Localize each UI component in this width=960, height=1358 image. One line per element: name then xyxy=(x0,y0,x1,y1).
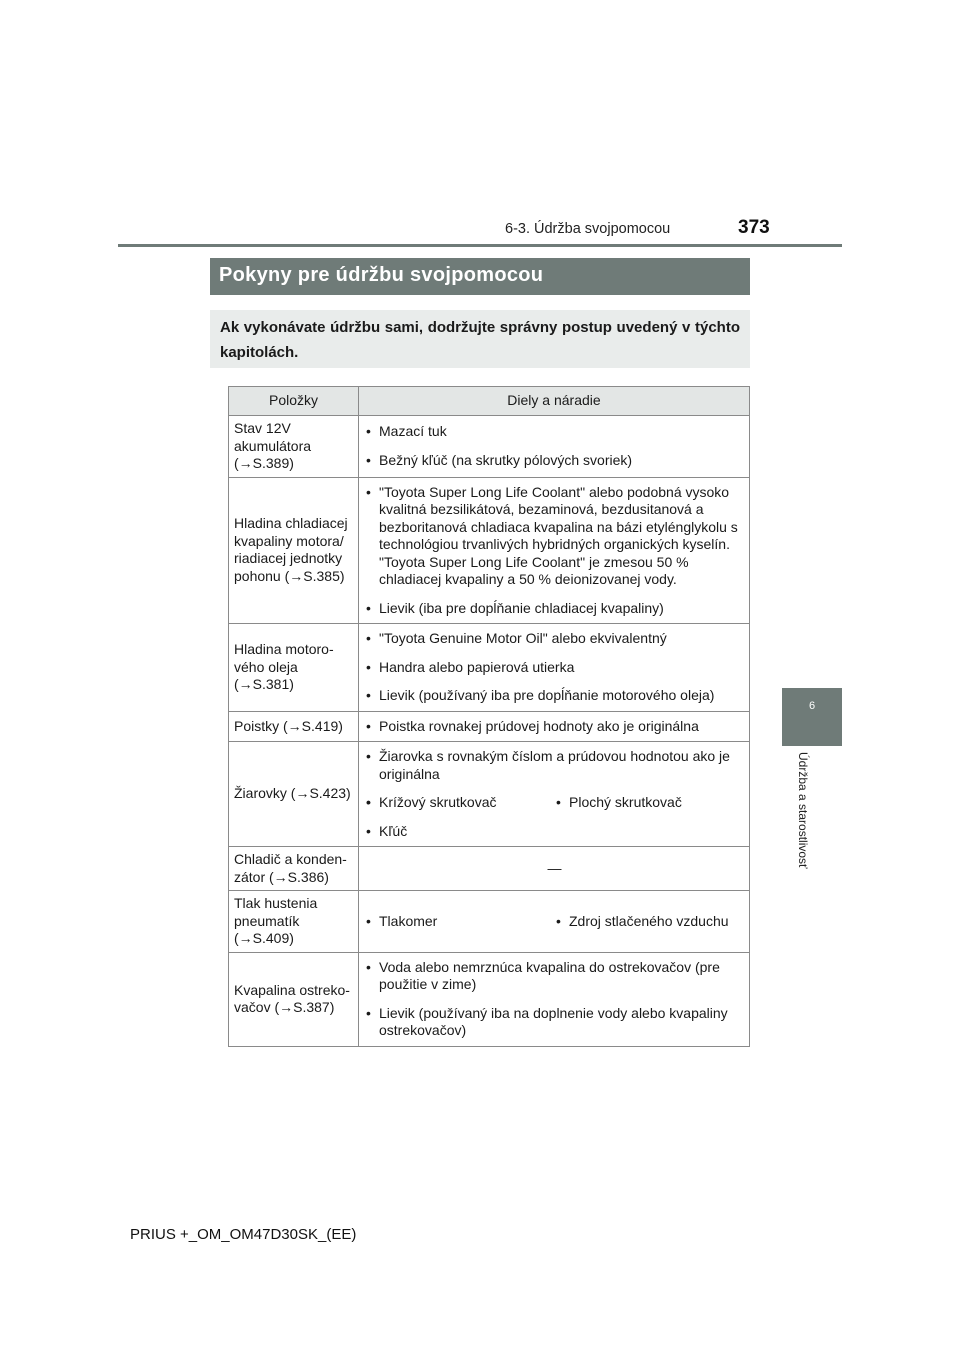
list-item: • "Toyota Genuine Motor Oil" alebo ekvivalentný xyxy=(365,630,744,648)
table-row xyxy=(229,742,750,847)
chapter-tab: 6 xyxy=(782,688,842,746)
list-item: • Handra alebo papierová utierka xyxy=(365,659,744,677)
list-item: • Bežný kľúč (na skrutky pólových svoriek) xyxy=(365,452,744,470)
list-item: • "Toyota Super Long Life Coolant" alebo podobná vysoko kvalitná bezsilikátová, bezaminová, bezdusitanová a bezboritanová chladiaca kvapalina na bázi etylénglykolu s technológiou trvanlivých hybridných organických kyselín. "Toyota Super Long Life Coolant" je zmesou 50 % chladiacej kvapaliny a 50 % deionizovanej vody. xyxy=(365,484,744,589)
row-item: Hladina chladiacej kvapaliny motora/ riadiacej jednotky pohonu (→S.385) xyxy=(229,477,359,624)
row-item: Poistky (→S.419) xyxy=(229,711,359,742)
table-row xyxy=(229,416,750,478)
row-parts xyxy=(359,416,750,478)
table-row xyxy=(229,624,750,712)
list-item: • • Krížový skrutkovač xyxy=(365,794,555,812)
list-item: • Lievik (používaný iba pre dopĺňanie motorového oleja) xyxy=(365,687,744,705)
col-items-header: Položky xyxy=(229,387,359,416)
row-item: Tlak hustenia pneumatík (→S.409) xyxy=(229,891,359,953)
maintenance-table xyxy=(228,386,750,1047)
list-item: • Plochý skrutkovač xyxy=(555,794,744,812)
table-row xyxy=(229,891,750,953)
row-parts xyxy=(359,624,750,712)
row-parts xyxy=(359,477,750,624)
intro-text: Ak vykonávate údržbu sami, dodržujte správny postup uvedený v týchto kapitolách. xyxy=(210,310,750,368)
row-item: Stav 12V akumulátora (→S.389) xyxy=(229,416,359,478)
header-rule xyxy=(118,244,842,247)
col-parts-header: Diely a náradie xyxy=(359,387,750,416)
section-label: 6-3. Údržba svojpomocou xyxy=(505,221,671,237)
row-parts xyxy=(359,891,750,953)
row-item: Žiarovky (→S.423) xyxy=(229,742,359,847)
row-parts-empty: — xyxy=(359,847,750,891)
page-title: Pokyny pre údržbu svojpomocou xyxy=(210,258,750,295)
coolant-note: "Toyota Super Long Life Coolant" je zmesou 50 % chladiacej kvapaliny a 50 % deionizovanej vody. xyxy=(379,553,689,587)
row-parts xyxy=(359,742,750,847)
list-item: • Lievik (iba pre dopĺňanie chladiacej kvapaliny) xyxy=(365,600,744,618)
row-parts xyxy=(359,711,750,742)
page-number: 373 xyxy=(738,217,770,238)
list-item: • Mazací tuk xyxy=(365,423,744,441)
row-parts xyxy=(359,952,750,1046)
table-header-row xyxy=(229,387,750,416)
table-row xyxy=(229,847,750,891)
row-item: Hladina motoro-vého oleja (→S.381) xyxy=(229,624,359,712)
row-item: Kvapalina ostreko-vačov (→S.387) xyxy=(229,952,359,1046)
row-item: Chladič a konden-zátor (→S.386) xyxy=(229,847,359,891)
list-item-pair xyxy=(365,794,744,812)
list-item: • Lievik (používaný iba na doplnenie vody alebo kvapaliny ostrekovačov) xyxy=(365,1005,744,1040)
document-code: PRIUS +_OM_OM47D30SK_(EE) xyxy=(130,1226,357,1243)
list-item: • Voda alebo nemrznúca kvapalina do ostrekovačov (pre použitie v zime) xyxy=(365,959,744,994)
table-row xyxy=(229,477,750,624)
list-item: • Tlakomer xyxy=(365,913,555,931)
chapter-side-label: Údržba a starostlivosť xyxy=(796,752,810,869)
list-item: • Poistka rovnakej prúdovej hodnoty ako je originálna xyxy=(365,718,744,736)
list-item: • Žiarovka s rovnakým číslom a prúdovou hodnotou ako je originálna xyxy=(365,748,744,783)
list-item: • Kľúč xyxy=(365,823,744,841)
table-row xyxy=(229,952,750,1046)
list-item: • Zdroj stlačeného vzduchu xyxy=(555,913,744,931)
table-row xyxy=(229,711,750,742)
